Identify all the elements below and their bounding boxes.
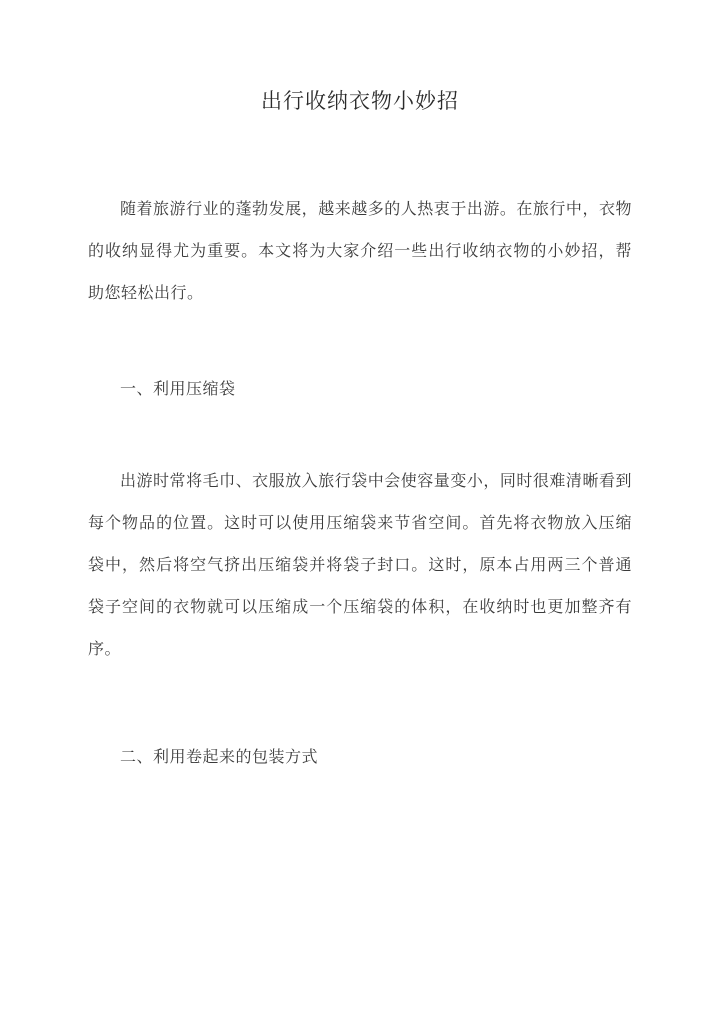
section-heading-compression-bag: 一、利用压缩袋 [120,379,236,398]
intro-paragraph: 随着旅游行业的蓬勃发展，越来越多的人热衷于出游。在旅行中，衣物的收纳显得尤为重要。本文将为大家介绍一些出行收纳衣物的小妙招，帮助您轻松出行。 [88,199,632,302]
section-body-compression-bag: 出游时常将毛巾、衣服放入旅行袋中会使容量变小，同时很难清晰看到每个物品的位置。这时可以使用压缩袋来节省空间。首先将衣物放入压缩袋中，然后将空气挤出压缩袋并将袋子封口。这时，原本占用两三个普通袋子空间的衣物就可以压缩成一个压缩袋的体积，在收纳时也更加整齐有序。 [88,471,632,658]
section-heading-rolling-method: 二、利用卷起来的包装方式 [120,747,319,766]
page-title: 出行收纳衣物小妙招 [261,89,459,113]
